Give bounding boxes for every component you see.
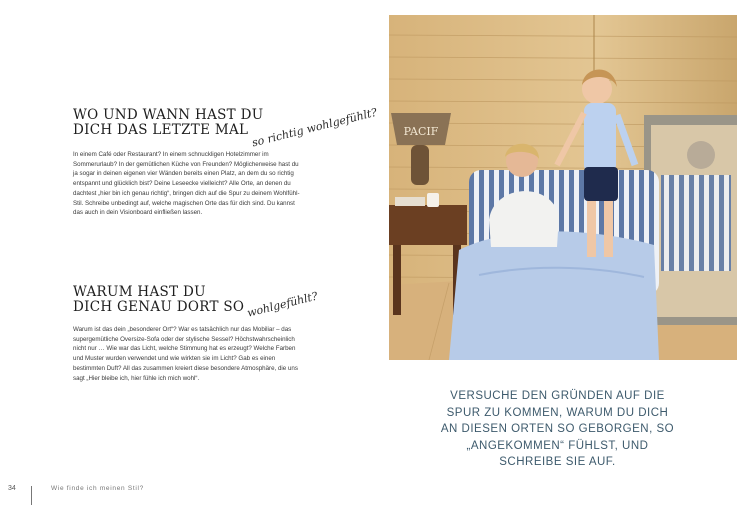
section1-heading	[73, 105, 380, 150]
section2-heading-line2: DICH GENAU DORT SO	[73, 299, 245, 315]
section1-heading-line2: DICH DAS LETZTE MAL	[73, 122, 249, 138]
section1-script-text: so richtig wohlgefühlt?	[250, 105, 379, 150]
pull-quote: VERSUCHE DEN GRÜNDEN AUF DIE SPUR ZU KOMMEN, WARUM DU DICH AN DIESEN ORTEN SO GEBORGEN, SO „ANGEKOMMEN“ FÜHLST, UND SCHREIBE SIE AUF.	[440, 390, 675, 469]
page-number: 34	[8, 485, 16, 492]
section2-script-text: wohlgefühlt?	[246, 289, 320, 320]
section1-body: In einem Café oder Restaurant? In einem schnuckligen Hotelzimmer im Sommerurlaub? In der gemütlichen Küche von Freunden? Möglicherweise hast du ja sogar in deinen eigenen vier Wänden bereits einen Platz, an dem du so richtig entspannt und glücklich bist? Deine Leseecke vielleicht? Alle Orte, an denen du dachtest „hier bin ich genau richtig“, bringen dich auf die Spur zu deinem Wohlfühl-Stil. Schreibe unbedingt auf, welche magischen Orte das für dich sind. Du kannst das auch in dein Visionboard einfließen lassen.	[73, 151, 300, 217]
running-title: Wie finde ich meinen Stil?	[51, 485, 144, 492]
section2-heading-line1: WARUM HAST DU	[73, 284, 206, 300]
footer-divider	[31, 486, 32, 505]
room-photo-illustration	[389, 15, 737, 360]
room-photo	[389, 15, 737, 360]
lamp-shade-text: PACIF	[403, 125, 439, 138]
section2-body: Warum ist das dein „besonderer Ort“? War es tatsächlich nur das Mobiliar – das supergemütliche Oversize-Sofa oder der stylische Sessel? Höchstwahrscheinlich nicht nur … Wie war das Licht, welche Stimmung hat es erzeugt? Welche Farben und Muster wurden verwendet und wie wirkten sie im Licht? Gab es einen bestimmten Duft? All das zusammen kreiert diese besondere Atmosphäre, die uns sagt „Hier bleibe ich, hier fühle ich mich wohl“.	[73, 326, 298, 382]
section1-heading-line1: WO UND WANN HAST DU	[73, 107, 264, 123]
section2-heading	[73, 284, 320, 320]
